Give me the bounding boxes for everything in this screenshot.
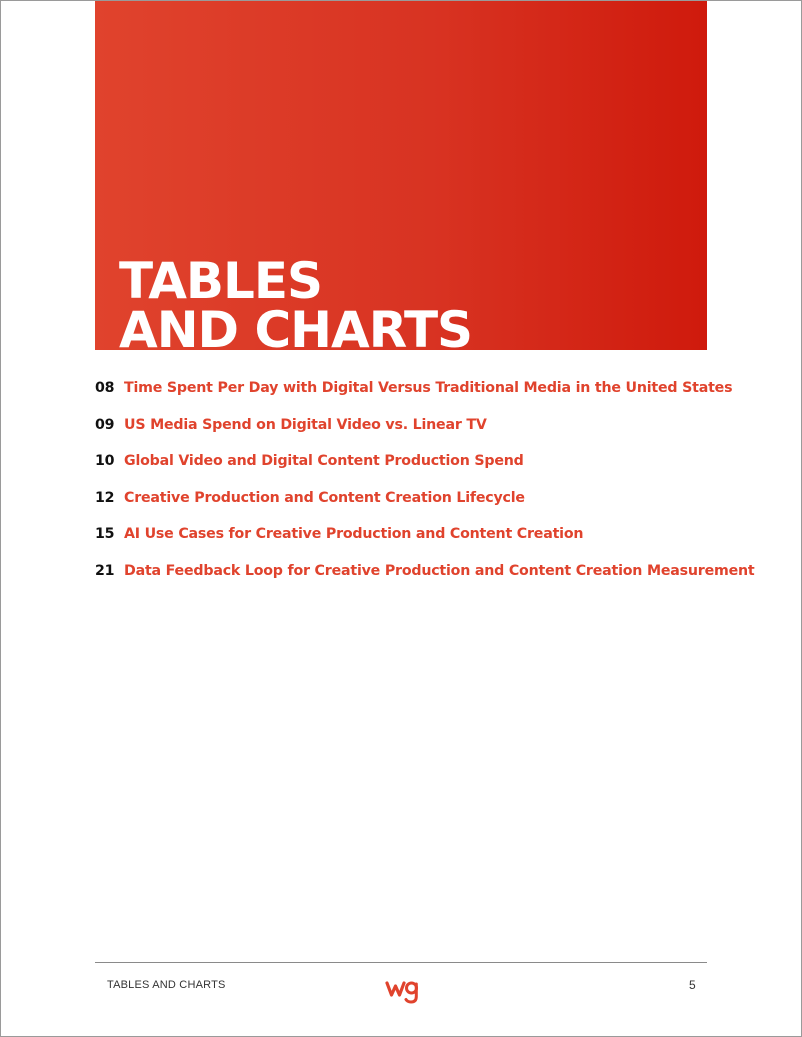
toc-entry[interactable] xyxy=(95,453,707,490)
footer-divider xyxy=(95,962,707,963)
toc-entry-title[interactable]: Time Spent Per Day with Digital Versus Traditional Media in the United States xyxy=(124,380,733,396)
toc-entry-title[interactable]: Data Feedback Loop for Creative Production and Content Creation Measurement xyxy=(124,562,755,579)
toc-page-number: 08 xyxy=(95,380,115,396)
toc-entry[interactable] xyxy=(95,490,707,527)
toc-entry[interactable] xyxy=(95,417,707,454)
page-number: 5 xyxy=(689,978,696,992)
wg-logo xyxy=(385,976,419,1004)
toc-page-number: 21 xyxy=(95,562,115,579)
footer-section-label: TABLES AND CHARTS xyxy=(107,979,226,991)
toc-entry-title[interactable]: Creative Production and Content Creation Lifecycle xyxy=(124,489,525,506)
toc-page-number: 12 xyxy=(95,489,115,506)
toc-page-number: 10 xyxy=(95,453,115,470)
toc-entry[interactable] xyxy=(95,526,707,563)
hero-banner xyxy=(95,1,707,350)
toc-entry-title[interactable]: US Media Spend on Digital Video vs. Linear TV xyxy=(124,416,487,433)
toc-entry[interactable] xyxy=(95,562,755,600)
toc-entry-title[interactable]: Global Video and Digital Content Production Spend xyxy=(124,453,524,470)
toc-entry-title[interactable]: AI Use Cases for Creative Production and Content Creation xyxy=(124,526,584,543)
toc-page-number: 15 xyxy=(95,526,115,543)
toc-page-number: 09 xyxy=(95,416,115,433)
toc-entry[interactable] xyxy=(95,380,733,417)
page-title-line-1: TABLES xyxy=(119,252,323,310)
table-of-contents xyxy=(95,380,755,600)
page-title-line-2: AND CHARTS xyxy=(119,301,473,350)
page-title xyxy=(119,252,473,350)
